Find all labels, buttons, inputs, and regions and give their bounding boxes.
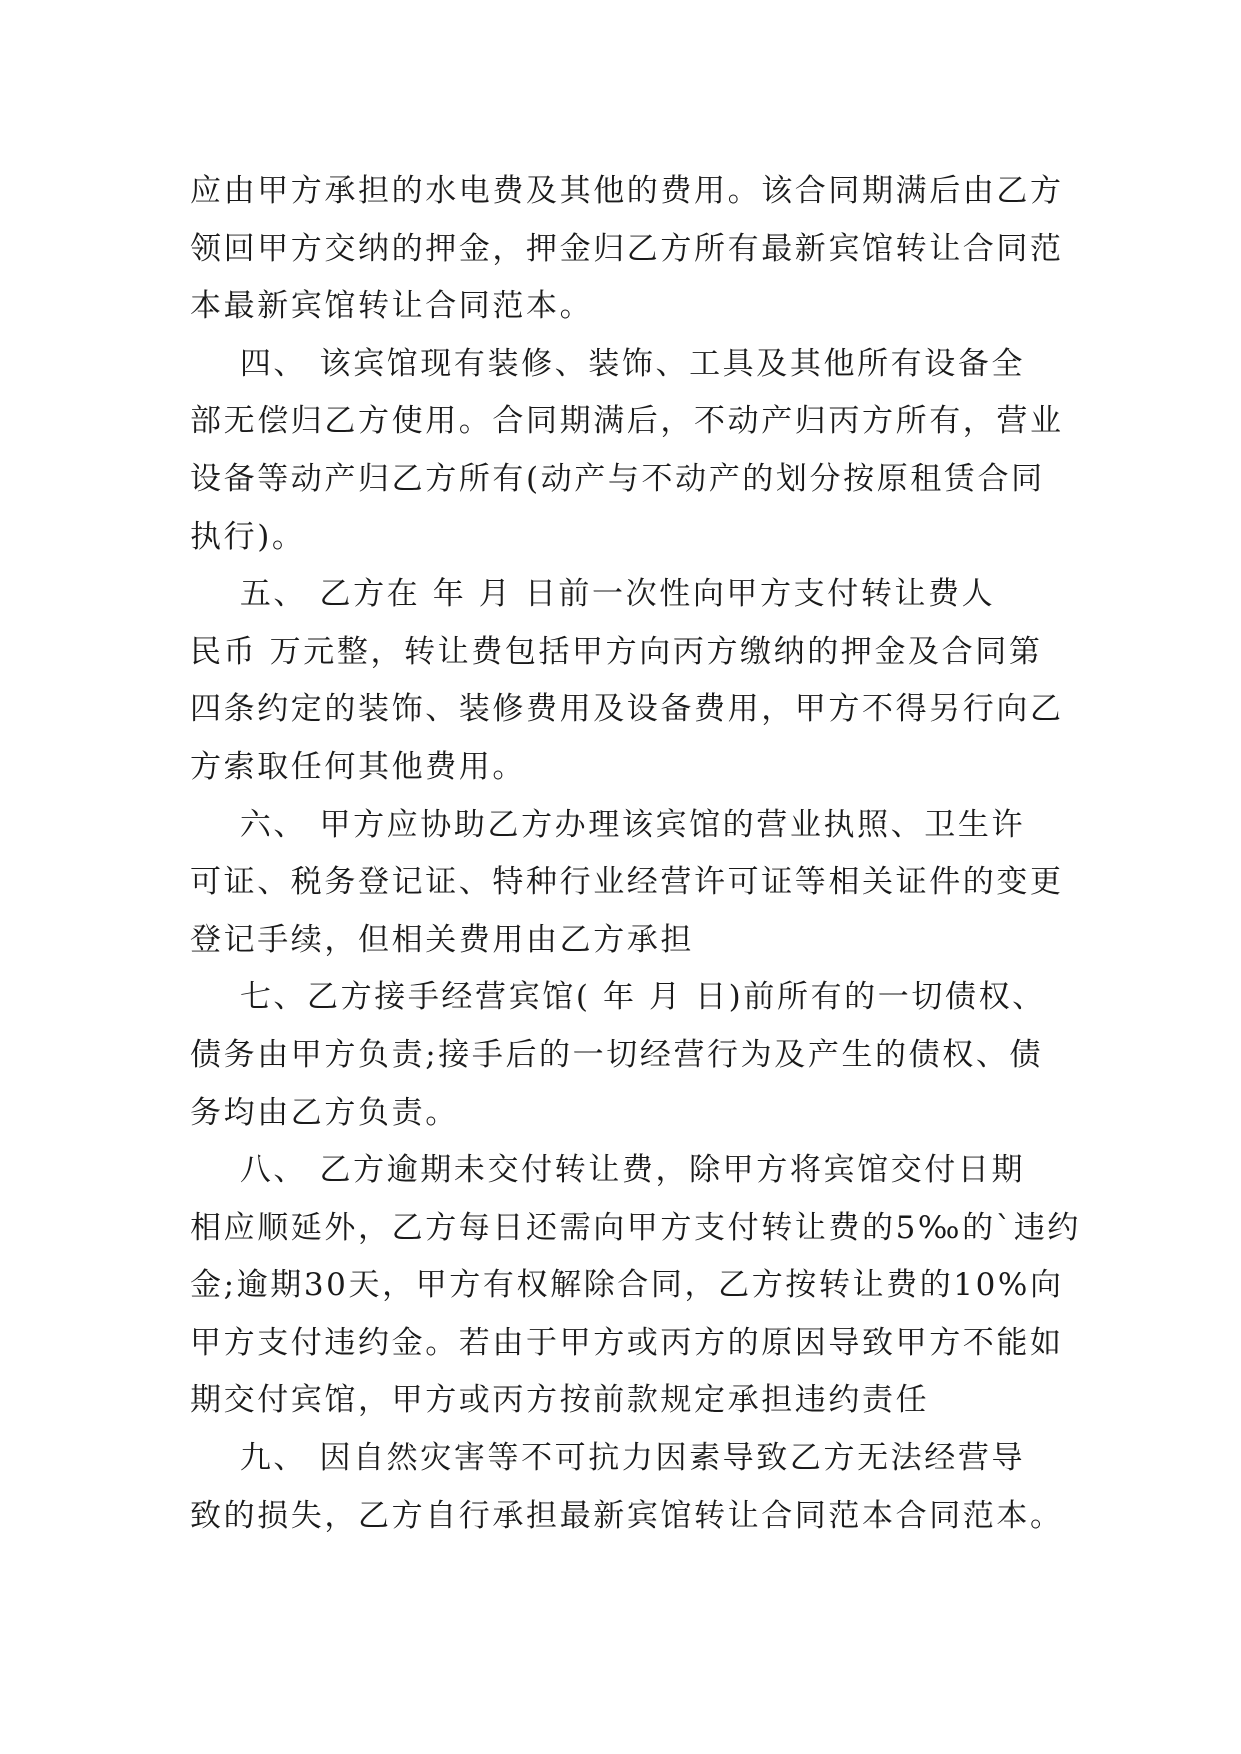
text-line: 领回甲方交纳的押金，押金归乙方所有最新宾馆转让合同范 [190,230,1064,267]
text-line: 四条约定的装饰、装修费用及设备费用，甲方不得另行向乙 [190,691,1064,728]
text-line: 务均由乙方负责。 [190,1094,459,1131]
text-line: 致的损失，乙方自行承担最新宾馆转让合同范本合同范本。 [190,1497,1064,1534]
text-line: 执行)。 [190,518,306,555]
text-line: 金;逾期30天，甲方有权解除合同，乙方按转让费的10%向 [190,1267,1064,1304]
text-line: 甲方支付违约金。若由于甲方或丙方的原因导致甲方不能如 [190,1324,1064,1361]
text-line: 九、 因自然灾害等不可抗力因素导致乙方无法经营导 [190,1440,1026,1477]
text-line: 可证、税务登记证、特种行业经营许可证等相关证件的变更 [190,864,1064,901]
text-line: 部无偿归乙方使用。合同期满后，不动产归丙方所有，营业 [190,403,1064,440]
text-line: 四、 该宾馆现有装修、装饰、工具及其他所有设备全 [190,345,1026,382]
text-line: 七、乙方接手经营宾馆( 年 月 日)前所有的一切债权、 [190,979,1046,1016]
text-line: 登记手续，但相关费用由乙方承担 [190,921,694,958]
text-line: 债务由甲方负责;接手后的一切经营行为及产生的债权、债 [190,1036,1044,1073]
text-line: 六、 甲方应协助乙方办理该宾馆的营业执照、卫生许 [190,806,1026,843]
document-body [190,163,1082,1545]
text-line: 本最新宾馆转让合同范本。 [190,288,594,325]
text-line: 五、 乙方在 年 月 日前一次性向甲方支付转让费人 [190,576,996,613]
text-line: 应由甲方承担的水电费及其他的费用。该合同期满后由乙方 [190,173,1064,209]
text-line: 设备等动产归乙方所有(动产与不动产的划分按原租赁合同 [190,460,1045,497]
text-line: 方索取任何其他费用。 [190,748,526,785]
text-line: 期交付宾馆，甲方或丙方按前款规定承担违约责任 [190,1382,930,1419]
text-line: 相应顺延外，乙方每日还需向甲方支付转让费的5‰的`违约 [190,1209,1082,1246]
text-line: 八、 乙方逾期未交付转让费，除甲方将宾馆交付日期 [190,1152,1026,1189]
text-line: 民币 万元整，转让费包括甲方向丙方缴纳的押金及合同第 [190,633,1043,670]
